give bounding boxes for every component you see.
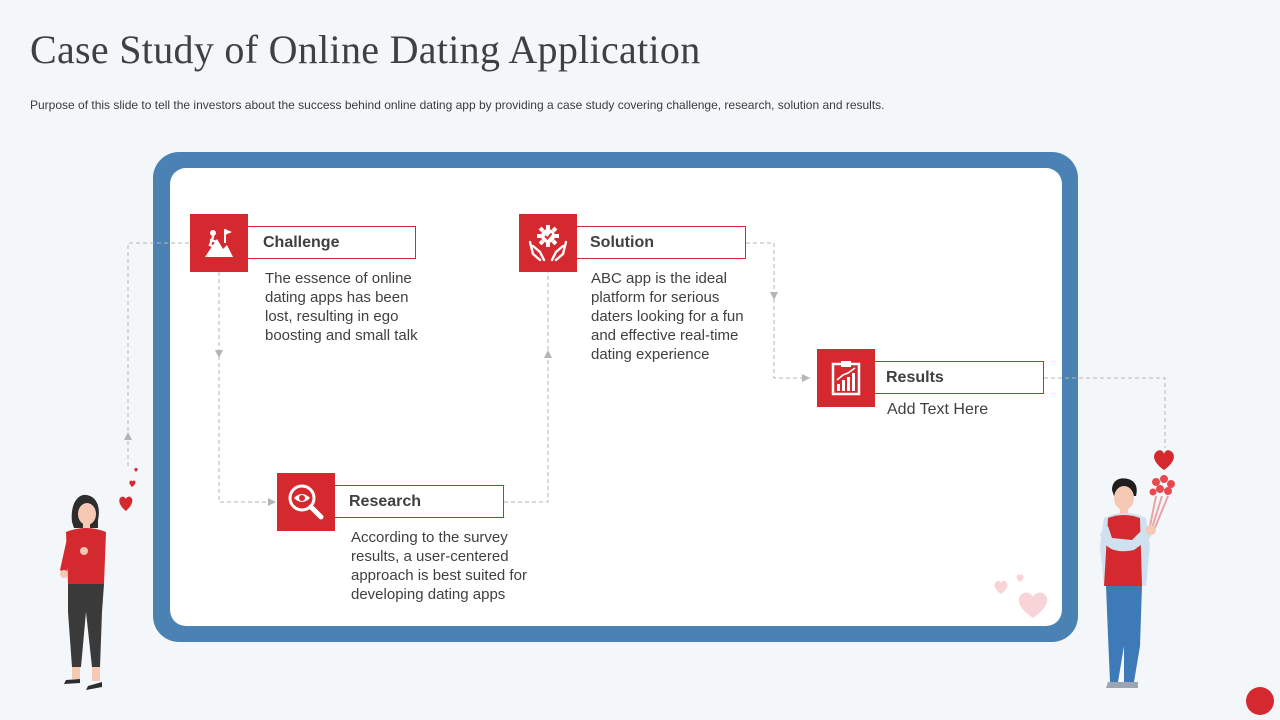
challenge-header xyxy=(247,226,416,259)
solution-text: ABC app is the ideal platform for serious daters looking for a fun and effective real-time dating experience xyxy=(591,270,744,363)
solution-title: Solution xyxy=(590,233,654,251)
results-text: Add Text Here xyxy=(887,401,989,418)
research-header xyxy=(333,485,504,518)
search-eye-icon xyxy=(287,483,325,521)
results-header xyxy=(870,361,1044,394)
woman-illustration xyxy=(48,462,148,694)
challenge-title: Challenge xyxy=(263,233,340,251)
faint-hearts-decoration xyxy=(988,568,1054,622)
hands-gear-icon xyxy=(528,224,568,262)
slide-title: Case Study of Online Dating Application xyxy=(30,27,701,72)
climb-flag-icon xyxy=(201,225,237,261)
arrow-up-left xyxy=(124,432,132,440)
slide-corner-dot xyxy=(1246,687,1274,715)
report-chart-icon xyxy=(831,360,861,396)
challenge-text: The essence of online dating apps has been lost, resulting in ego boosting and small talk xyxy=(265,270,418,344)
solution-header xyxy=(574,226,746,259)
slide-subtitle: Purpose of this slide to tell the investors about the success behind online dating app by providing a case study covering challenge, research, solution and results. xyxy=(30,98,885,112)
challenge-icon-box xyxy=(190,214,248,272)
research-text: According to the survey results, a user-centered approach is best suited for developing dating apps xyxy=(351,529,527,603)
results-icon-box xyxy=(817,349,875,407)
man-illustration xyxy=(1090,446,1190,692)
research-title: Research xyxy=(349,492,422,510)
results-title: Results xyxy=(886,368,944,386)
solution-icon-box xyxy=(519,214,577,272)
research-icon-box xyxy=(277,473,335,531)
